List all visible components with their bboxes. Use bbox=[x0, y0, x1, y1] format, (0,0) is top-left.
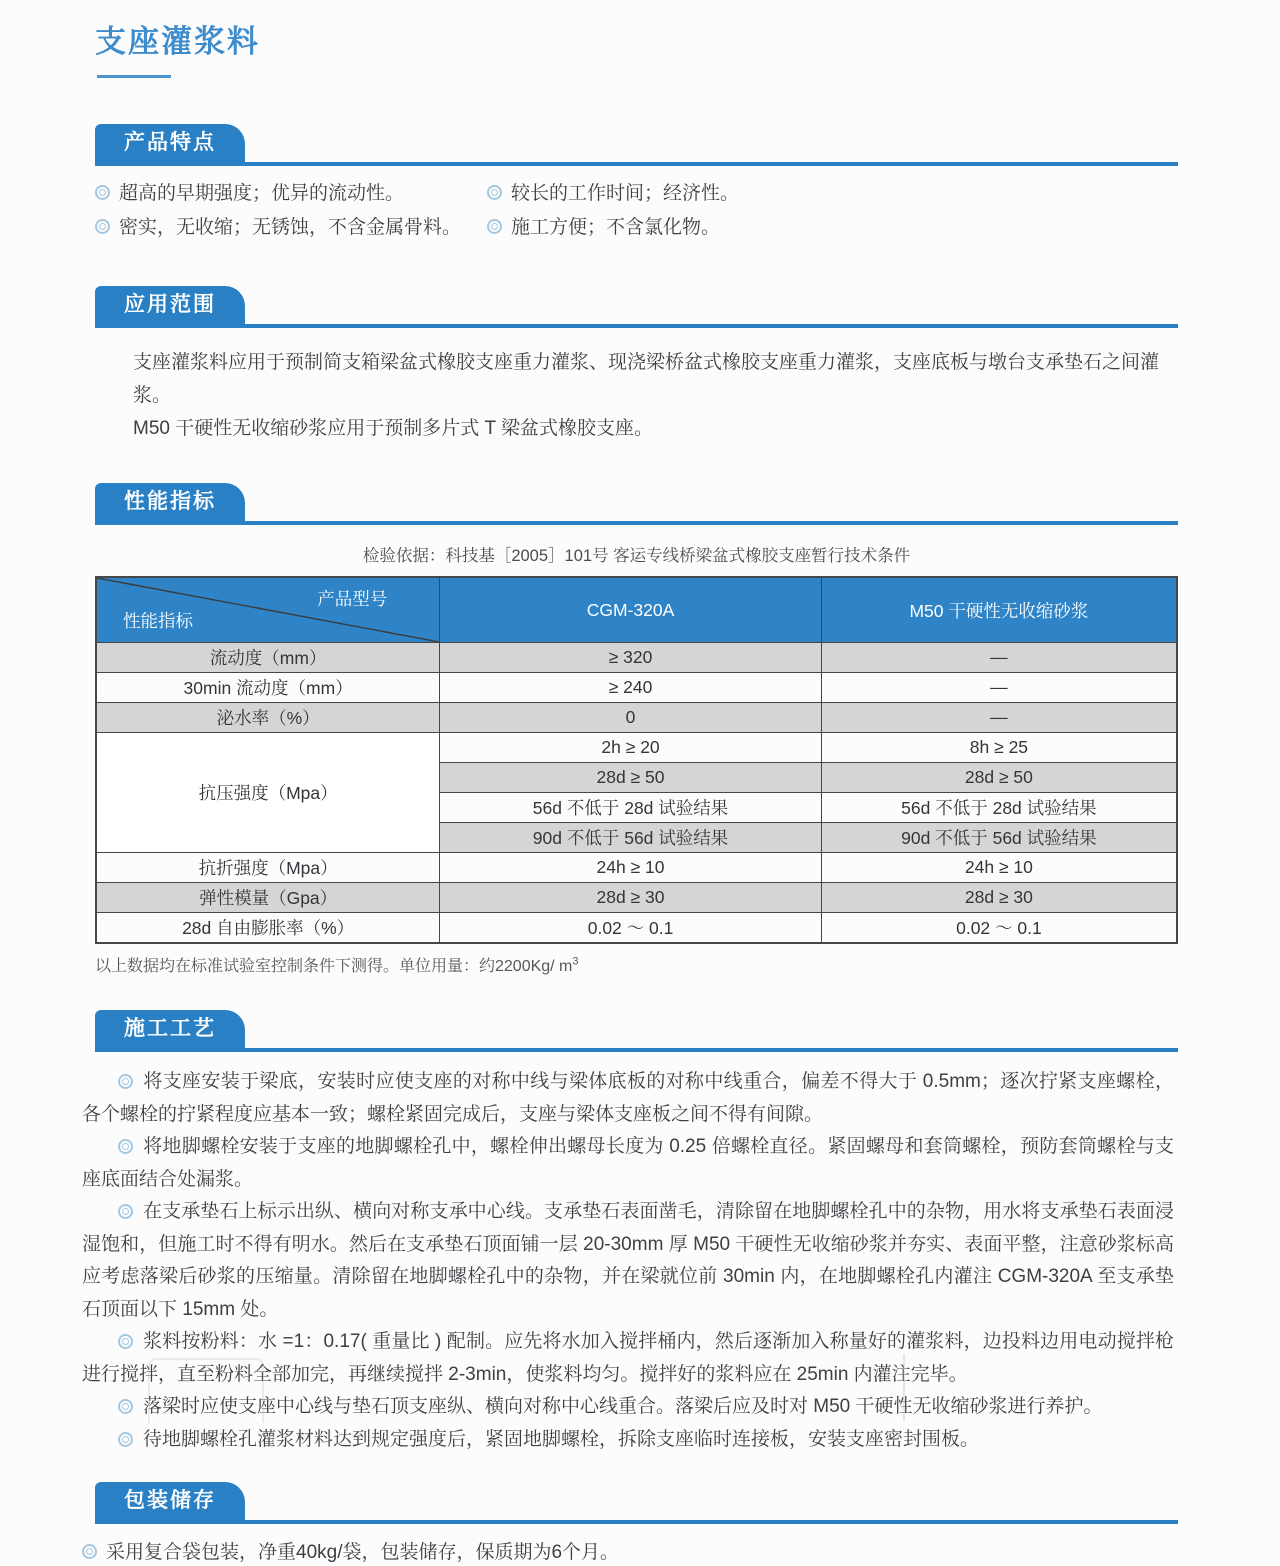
table-row bbox=[96, 703, 1177, 733]
table-footnote bbox=[95, 953, 1178, 976]
table-header-row bbox=[96, 577, 1177, 643]
construction-step-text: 待地脚螺栓孔灌浆材料达到规定强度后，紧固地脚螺栓，拆除支座临时连接板，安装支座密封围板。 bbox=[143, 1428, 980, 1450]
features-column-left bbox=[95, 182, 487, 250]
performance-heading-tab bbox=[95, 483, 245, 521]
footnote-superscript: 3 bbox=[572, 955, 579, 968]
feature-item bbox=[487, 182, 739, 206]
construction-step-text: 落梁时应使支座中心线与垫石顶支座纵、横向对称中心线重合。落梁后应及时对 M50 干硬性无收缩砂浆进行养护。 bbox=[143, 1396, 1103, 1417]
construction-heading-tab bbox=[95, 1010, 245, 1048]
diagonal-header-cell bbox=[96, 577, 440, 643]
features-column-right bbox=[487, 182, 739, 250]
construction-step-text: 将地脚螺栓安装于支座的地脚螺栓孔中，螺栓伸出螺母长度为 0.25 倍螺栓直径。紧固螺母和套筒螺栓，预防套筒螺栓与支座底面结合处漏浆。 bbox=[82, 1136, 1174, 1190]
bullseye-bullet-icon bbox=[118, 1399, 133, 1414]
bullseye-bullet-icon bbox=[487, 219, 502, 234]
construction-step-text: 浆料按粉料：水 =1：0.17( 重量比 ) 配制。应先将水加入搅拌桶内，然后逐渐加入称量好的灌浆料，边投料边用电动搅拌枪进行搅拌，直至粉料全部加完，再继续搅拌 2-3min，使浆料均匀。搅拌好的浆料应在 25min 内灌注完毕。 bbox=[82, 1331, 1174, 1385]
packaging-line bbox=[82, 1540, 1178, 1566]
section-performance bbox=[95, 483, 1178, 976]
cell-value: — bbox=[821, 643, 1177, 673]
feature-item bbox=[487, 216, 739, 240]
application-paragraphs bbox=[95, 328, 1178, 445]
construction-step bbox=[82, 1196, 1174, 1326]
construction-heading-label: 施工工艺 bbox=[124, 1017, 216, 1040]
feature-text: 超高的早期强度；优异的流动性。 bbox=[119, 183, 405, 204]
row-label: 弹性模量（Gpa） bbox=[96, 883, 440, 913]
column-header-cgm320a: CGM-320A bbox=[440, 577, 822, 643]
table-row bbox=[96, 643, 1177, 673]
features-heading-tab bbox=[95, 124, 245, 162]
feature-text: 施工方便；不含氯化物。 bbox=[511, 217, 721, 238]
construction-step-text: 将支座安装于梁底，安装时应使支座的对称中线与梁体底板的对称中线重合，偏差不得大于 0.5mm；逐次拧紧支座螺栓，各个螺栓的拧紧程度应基本一致；螺栓紧固完成后，支座与梁体支座板之间不得有间隙。 bbox=[82, 1071, 1174, 1125]
packaging-text: 采用复合袋包装，净重40kg/袋，包装储存，保质期为6个月。 bbox=[106, 1542, 620, 1563]
bullseye-bullet-icon bbox=[118, 1139, 133, 1154]
document-page bbox=[0, 16, 1280, 1563]
title-underline bbox=[97, 75, 171, 78]
test-basis-text: 检验依据：科技基［2005］101号 客运专线桥梁盆式橡胶支座暂行技术条件 bbox=[362, 547, 911, 565]
bullseye-bullet-icon bbox=[82, 1544, 97, 1559]
row-label: 抗折强度（Mpa） bbox=[96, 853, 440, 883]
table-row bbox=[96, 673, 1177, 703]
bullseye-bullet-icon bbox=[118, 1334, 133, 1349]
cell-value: 56d 不低于 28d 试验结果 bbox=[440, 793, 822, 823]
cell-value: ≥ 320 bbox=[440, 643, 822, 673]
table-row bbox=[96, 883, 1177, 913]
packaging-heading-label: 包装储存 bbox=[124, 1489, 216, 1512]
cell-value: 8h ≥ 25 bbox=[821, 733, 1177, 763]
performance-heading-bar bbox=[95, 483, 1178, 525]
feature-text: 密实，无收缩；无锈蚀，不含金属骨料。 bbox=[119, 217, 462, 238]
application-heading-tab bbox=[95, 286, 245, 324]
cell-value: 56d 不低于 28d 试验结果 bbox=[821, 793, 1177, 823]
bullseye-bullet-icon bbox=[95, 219, 110, 234]
row-label: 28d 自由膨胀率（%） bbox=[96, 913, 440, 944]
packaging-heading-bar bbox=[95, 1482, 1178, 1524]
cell-value: 0.02 ～ 0.1 bbox=[821, 913, 1177, 944]
column-header-m50: M50 干硬性无收缩砂浆 bbox=[821, 577, 1177, 643]
cell-value: 90d 不低于 56d 试验结果 bbox=[440, 823, 822, 853]
cell-value: 28d ≥ 30 bbox=[821, 883, 1177, 913]
bullseye-bullet-icon bbox=[118, 1432, 133, 1447]
faint-watermark-line bbox=[903, 1354, 905, 1421]
row-label: 泌水率（%） bbox=[96, 703, 440, 733]
table-row bbox=[96, 733, 1177, 763]
corner-label-performance-index: 性能指标 bbox=[123, 611, 193, 631]
cell-value: 28d ≥ 50 bbox=[440, 763, 822, 793]
cell-value: 24h ≥ 10 bbox=[440, 853, 822, 883]
cell-value: — bbox=[821, 703, 1177, 733]
section-application bbox=[95, 286, 1178, 445]
cell-value: 90d 不低于 56d 试验结果 bbox=[821, 823, 1177, 853]
features-heading-label: 产品特点 bbox=[124, 131, 216, 154]
section-features bbox=[95, 124, 1178, 250]
construction-step bbox=[82, 1066, 1174, 1131]
cell-value: 0 bbox=[440, 703, 822, 733]
features-list bbox=[95, 166, 1178, 250]
application-paragraph: 支座灌浆料应用于预制简支箱梁盆式橡胶支座重力灌浆、现浇梁桥盆式橡胶支座重力灌浆，支座底板与墩台支承垫石之间灌浆。 bbox=[133, 352, 1160, 406]
page-title: 支座灌浆料 bbox=[95, 24, 260, 59]
cell-value: ≥ 240 bbox=[440, 673, 822, 703]
cell-value: 28d ≥ 50 bbox=[821, 763, 1177, 793]
application-paragraph: M50 干硬性无收缩砂浆应用于预制多片式 T 梁盆式橡胶支座。 bbox=[133, 418, 654, 439]
bullseye-bullet-icon bbox=[118, 1074, 133, 1089]
application-heading-label: 应用范围 bbox=[124, 293, 216, 316]
construction-heading-bar bbox=[95, 1010, 1178, 1052]
faint-watermark-shape bbox=[148, 1358, 264, 1423]
table-row bbox=[96, 853, 1177, 883]
row-label: 流动度（mm） bbox=[96, 643, 440, 673]
feature-item bbox=[95, 216, 487, 240]
footnote-text: 以上数据均在标准试验室控制条件下测得。单位用量：约2200Kg/ m bbox=[95, 958, 573, 975]
cell-value: 24h ≥ 10 bbox=[821, 853, 1177, 883]
cell-value: — bbox=[821, 673, 1177, 703]
feature-text: 较长的工作时间；经济性。 bbox=[511, 183, 740, 204]
feature-item bbox=[95, 182, 487, 206]
construction-step-text: 在支承垫石上标示出纵、横向对称支承中心线。支承垫石表面凿毛，清除留在地脚螺栓孔中的杂物，用水将支承垫石表面浸湿饱和，但施工时不得有明水。然后在支承垫石顶面铺一层 20-30mm 厚 M50 干硬性无收缩砂浆并夯实、表面平整，注意砂浆标高应考虑落梁后砂浆的压缩量。清除留在地脚螺栓孔中的杂物，并在梁就位前 30min 内，在地脚螺栓孔内灌注 CGM-320A 至支承垫石顶面以下 15mm 处。 bbox=[82, 1201, 1174, 1320]
bullseye-bullet-icon bbox=[95, 185, 110, 200]
table-row bbox=[96, 913, 1177, 944]
bullseye-bullet-icon bbox=[487, 185, 502, 200]
cell-value: 2h ≥ 20 bbox=[440, 733, 822, 763]
row-label-compressive-strength: 抗压强度（Mpa） bbox=[96, 733, 440, 853]
corner-label-product-model: 产品型号 bbox=[317, 589, 388, 609]
application-heading-bar bbox=[95, 286, 1178, 328]
construction-step bbox=[82, 1131, 1174, 1196]
performance-heading-label: 性能指标 bbox=[124, 490, 216, 513]
bullseye-bullet-icon bbox=[118, 1204, 133, 1219]
packaging-heading-tab bbox=[95, 1482, 245, 1520]
section-packaging bbox=[95, 1482, 1178, 1566]
cell-value: 0.02 ～ 0.1 bbox=[440, 913, 822, 944]
performance-table bbox=[95, 576, 1178, 944]
row-label: 30min 流动度（mm） bbox=[96, 673, 440, 703]
cell-value: 28d ≥ 30 bbox=[440, 883, 822, 913]
features-heading-bar bbox=[95, 124, 1178, 166]
construction-step bbox=[82, 1424, 1174, 1457]
